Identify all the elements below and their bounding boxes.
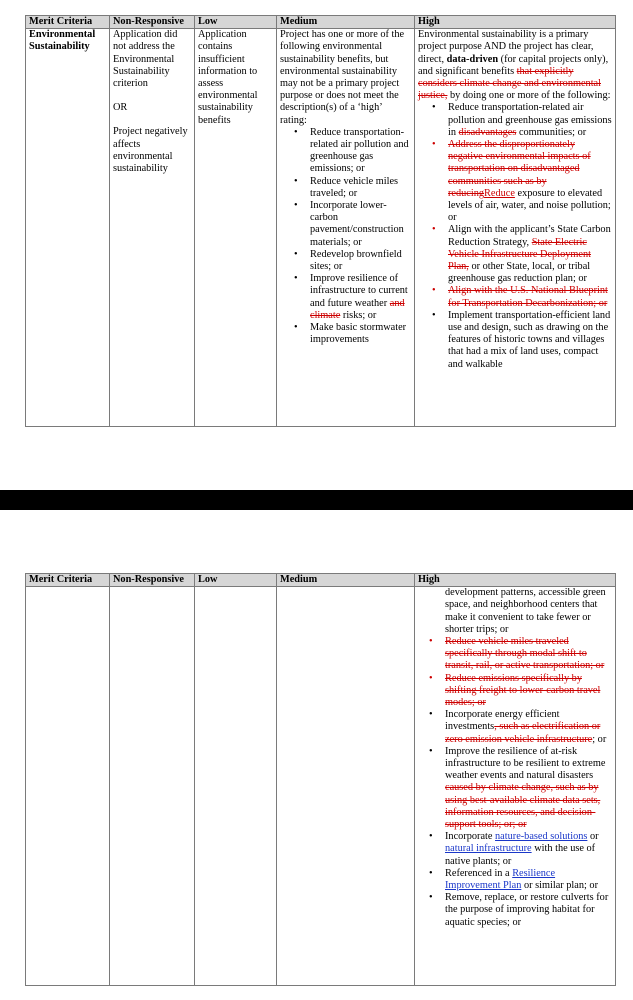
header-merit-criteria: Merit Criteria — [26, 574, 110, 587]
non-responsive-or: OR — [113, 102, 128, 114]
non-responsive-text-2: Project negatively affects environmental sustainability — [113, 126, 188, 175]
merit-criteria-table — [25, 15, 616, 427]
header-medium: Medium — [277, 574, 415, 587]
text-run: with the use of native plants; or — [445, 843, 596, 867]
list-item — [445, 709, 612, 746]
deleted-text: Reduce emissions specifically by shifting freight to lower-carbon travel modes; or — [445, 672, 601, 709]
list-item — [448, 224, 612, 285]
list-item — [445, 746, 612, 831]
non-responsive-cell — [110, 29, 195, 427]
nature-based-solutions-link[interactable]: nature-based solutions — [495, 831, 588, 843]
natural-infrastructure-link[interactable]: natural infrastructure — [445, 843, 532, 855]
criterion-cell: Environmental Sustainability — [26, 29, 110, 427]
table-header-row — [26, 16, 616, 29]
non-responsive-cell-empty — [110, 587, 195, 986]
table-row — [26, 29, 616, 427]
header-medium: Medium — [277, 16, 415, 29]
deleted-text: ; or — [512, 819, 527, 831]
text-run: Reduce transportation-related air pollution and greenhouse gas emissions in — [448, 102, 612, 138]
high-intro — [418, 29, 612, 102]
text-run: or similar plan; or — [523, 880, 599, 892]
text-run: Align with the applicant’s State Carbon Reduction Strategy, — [448, 224, 611, 248]
list-item — [445, 868, 612, 892]
list-item — [448, 139, 612, 224]
header-non-responsive: Non-Responsive — [110, 16, 195, 29]
list-item — [448, 285, 612, 309]
text-run: or — [589, 831, 599, 843]
header-low: Low — [195, 574, 277, 587]
list-item — [310, 273, 411, 322]
medium-cell — [277, 29, 415, 427]
list-item — [448, 102, 612, 139]
deleted-text: , such as electrification or zero emission vehicle infrastructure — [445, 721, 601, 745]
text-run: Incorporate — [445, 831, 493, 843]
text-run: Improve resilience of infrastructure to current and future weather — [310, 273, 408, 309]
low-cell-empty — [195, 587, 277, 986]
list-item — [445, 831, 612, 868]
list-item: • Remove, replace, or restore culverts for the purpose of improving habitat for aquatic species; or — [445, 892, 612, 929]
text-run: Incorporate energy efficient investments — [445, 709, 560, 733]
deleted-text: Address the disproportionately negative environmental impacts of transportation on disadvantaged communities such as by reducing — [448, 139, 591, 199]
high-cell-continued — [415, 587, 616, 986]
text-run: (for capital projects only), and significant benefits — [418, 53, 609, 77]
page-separator — [0, 490, 633, 510]
deleted-text: that explicitly considers climate change and environmental justice, — [418, 65, 601, 102]
high-cell — [415, 29, 616, 427]
header-high: High — [415, 574, 616, 587]
inserted-text: Reduce — [484, 187, 515, 199]
header-high: High — [415, 16, 616, 29]
high-list-continued — [415, 587, 612, 929]
list-item: • Reduce transportation-related air pollution and greenhouse gas emissions; or — [310, 127, 411, 176]
criterion-cell-empty — [26, 587, 110, 986]
table-header-row — [26, 574, 616, 587]
non-responsive-text-1: Application did not address the Environmental Sustainability criterion — [113, 29, 178, 90]
list-item: • Redevelop brownfield sites; or — [310, 249, 411, 273]
text-run: by doing one or more of the following: — [450, 90, 611, 102]
high-list — [418, 102, 612, 370]
text-run: exposure to elevated levels of air, water, and noise pollution; or — [448, 187, 611, 224]
list-item-continuation: development patterns, accessible green space, and neighborhood centers that make it convenient to take fewer or shorter trips; or — [445, 587, 606, 635]
document-page-2 — [0, 510, 633, 1000]
header-low: Low — [195, 16, 277, 29]
text-run: ; or — [592, 733, 607, 745]
list-item: • Reduce vehicle miles traveled; or — [310, 176, 411, 200]
text-run: Environmental sustainability is a primary project purpose AND the project has clear, direct, — [418, 29, 594, 65]
deleted-text: Align with the U.S. National Blueprint for Transportation Decarbonization; or — [448, 285, 608, 309]
deleted-text: State Electric Vehicle Infrastructure Deployment Plan, — [448, 236, 591, 273]
medium-list — [280, 127, 411, 347]
low-cell: Application contains insufficient information to assess environmental sustainability benefits — [195, 29, 277, 427]
text-run: or other State, local, or tribal greenhouse gas reduction plan; or — [448, 261, 591, 285]
list-item — [445, 673, 612, 710]
deleted-text: and climate — [310, 297, 405, 321]
header-merit-criteria: Merit Criteria — [26, 16, 110, 29]
data-driven-emphasis: data-driven — [446, 53, 499, 65]
resilience-improvement-plan-link[interactable]: Resilience Improvement Plan — [445, 867, 556, 892]
deleted-text: Reduce vehicle miles traveled specifically through modal shift to transit, rail, or active transportation; or — [445, 636, 605, 672]
list-item — [445, 636, 612, 673]
deleted-text: caused by climate change, such as by using best-available climate data sets, information resources, and decision-support tools; or — [445, 782, 601, 831]
medium-intro: Project has one or more of the following environmental sustainability benefits, but environmental sustainability may not be a primary project purpose or does not meet the description(s) of a ‘high’ rating: — [280, 29, 405, 126]
list-item: • Incorporate lower-carbon pavement/construction materials; or — [310, 200, 411, 249]
document-page-1 — [0, 0, 633, 490]
merit-criteria-table-continued — [25, 573, 616, 986]
header-non-responsive: Non-Responsive — [110, 574, 195, 587]
table-row — [26, 587, 616, 986]
text-run: risks; or — [342, 309, 377, 321]
list-item: • Implement transportation-efficient land use and design, such as drawing on the features of historic towns and villages that had a mix of land uses, compact and walkable — [448, 310, 612, 371]
medium-cell-empty — [277, 587, 415, 986]
deleted-text: disadvantages — [458, 126, 517, 138]
text-run: Improve the resilience of at-risk infrastructure to be resilient to extreme weather events and natural disasters — [445, 745, 606, 782]
list-item: • Make basic stormwater improvements — [310, 322, 411, 346]
text-run: communities; or — [518, 126, 587, 138]
text-run: Referenced in a — [445, 867, 510, 879]
